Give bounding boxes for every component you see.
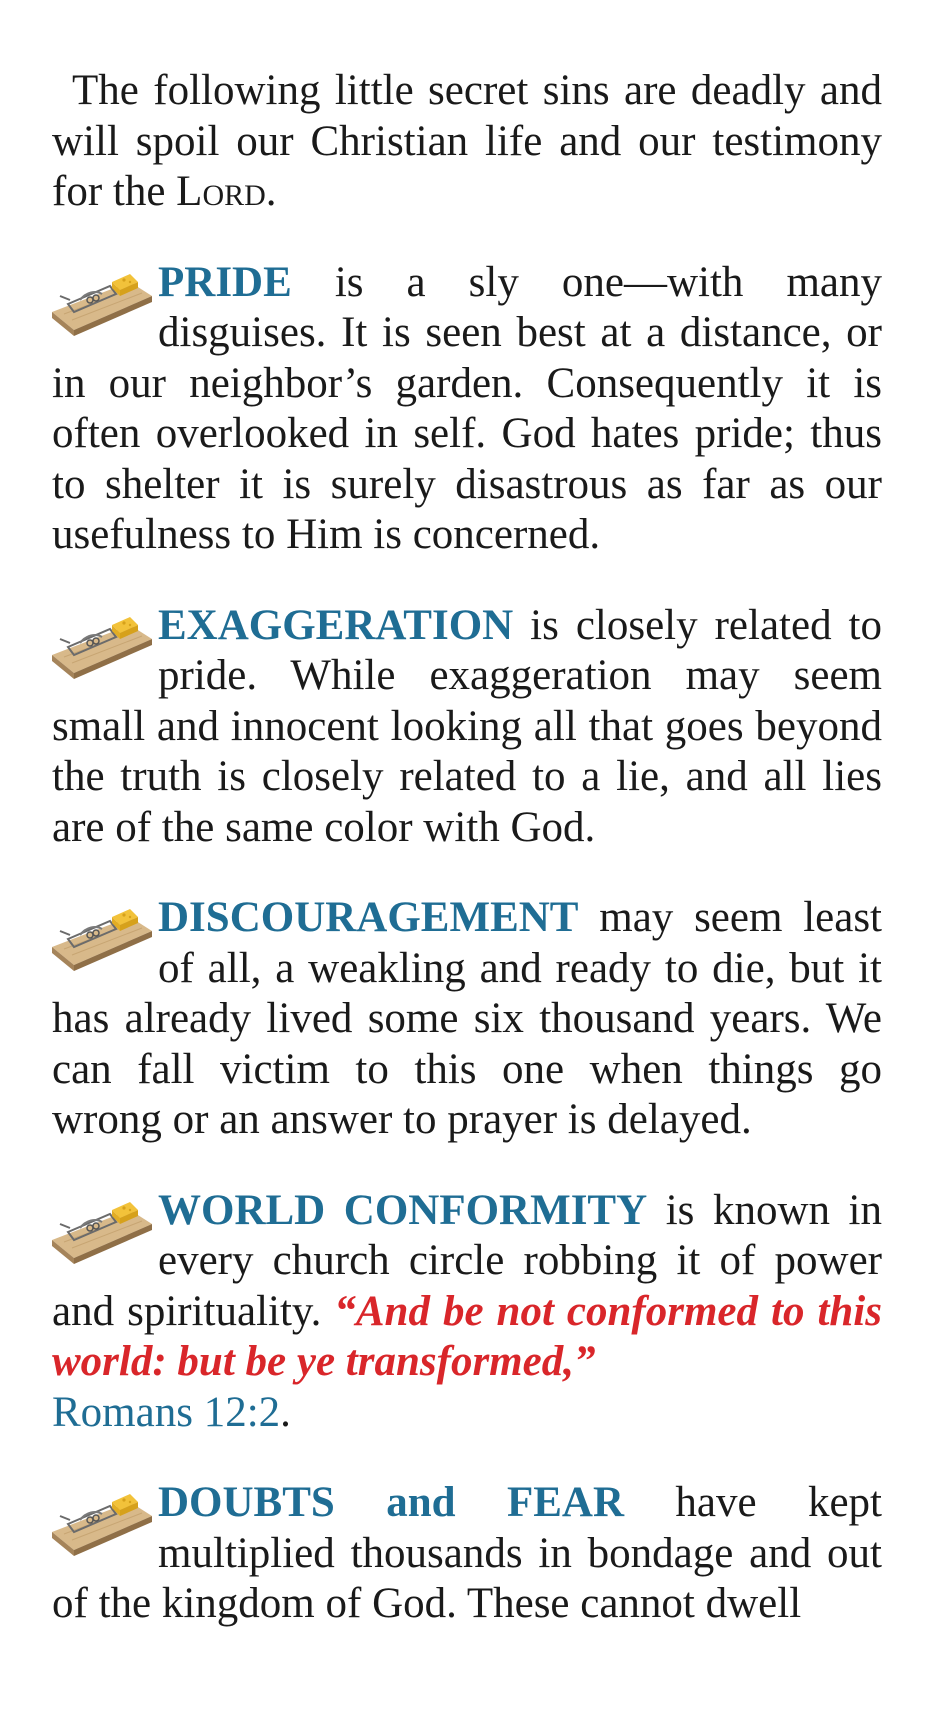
- section-exaggeration: [52, 601, 882, 854]
- section-text: is closely related to pride. While exaggeration may seem small and innocent looking all that goes beyond the truth is closely related to a lie, and all lies are of the same color with God.: [52, 601, 882, 851]
- section-text: is known in every church circle robbing it of power and spirituality.: [52, 1186, 883, 1335]
- section-pride: [52, 258, 882, 561]
- mousetrap-icon: [50, 260, 154, 352]
- section-discouragement: [52, 893, 882, 1146]
- section-keyword: WORLD CONFORMITY: [158, 1186, 648, 1234]
- intro-end: .: [265, 168, 277, 215]
- section-text: is a sly one—with many disguises. It is seen best at a distance, or in our neighbor’s garden. Consequently it is often overlooked in self. God hates pride; thus to shelter it is surely disastrous as far as our usefulness to Him is concerned.: [52, 258, 882, 558]
- intro-text: The following little secret sins are deadly and will spoil our Christian life and our testimony for the: [52, 67, 882, 215]
- lord-word: Lord: [176, 168, 266, 215]
- mousetrap-icon: [50, 603, 154, 695]
- reference-period: .: [280, 1388, 291, 1436]
- scripture-reference: Romans 12:2: [52, 1388, 281, 1436]
- section-keyword: DISCOURAGEMENT: [158, 894, 579, 941]
- mousetrap-icon: [50, 895, 154, 987]
- doubts-fear-paragraph: [52, 1478, 882, 1630]
- section-keyword: DOUBTS and FEAR: [158, 1479, 625, 1526]
- section-text: have kept multiplied thousands in bondage and out of the kingdom of God. These cannot dwell: [52, 1479, 883, 1627]
- scripture-reference-line: [52, 1388, 882, 1439]
- exaggeration-paragraph: [52, 601, 882, 854]
- section-keyword: PRIDE: [158, 258, 292, 306]
- scripture-quote: “And be not conformed to this world: but be ye transformed,”: [52, 1287, 882, 1385]
- section-keyword: EXAGGERATION: [158, 601, 514, 649]
- intro-paragraph: [52, 66, 882, 218]
- section-doubts-fear: [52, 1478, 882, 1630]
- section-world-conformity: [52, 1186, 882, 1439]
- pride-paragraph: [52, 258, 882, 561]
- document-page: [52, 66, 882, 1630]
- discouragement-paragraph: [52, 893, 882, 1146]
- mousetrap-icon: [50, 1480, 154, 1572]
- mousetrap-icon: [50, 1188, 154, 1280]
- section-text: may seem least of all, a weakling and ready to die, but it has already lived some six thousand years. We can fall victim to this one when things go wrong or an answer to prayer is delayed.: [52, 894, 882, 1143]
- world-conformity-paragraph: [52, 1186, 882, 1439]
